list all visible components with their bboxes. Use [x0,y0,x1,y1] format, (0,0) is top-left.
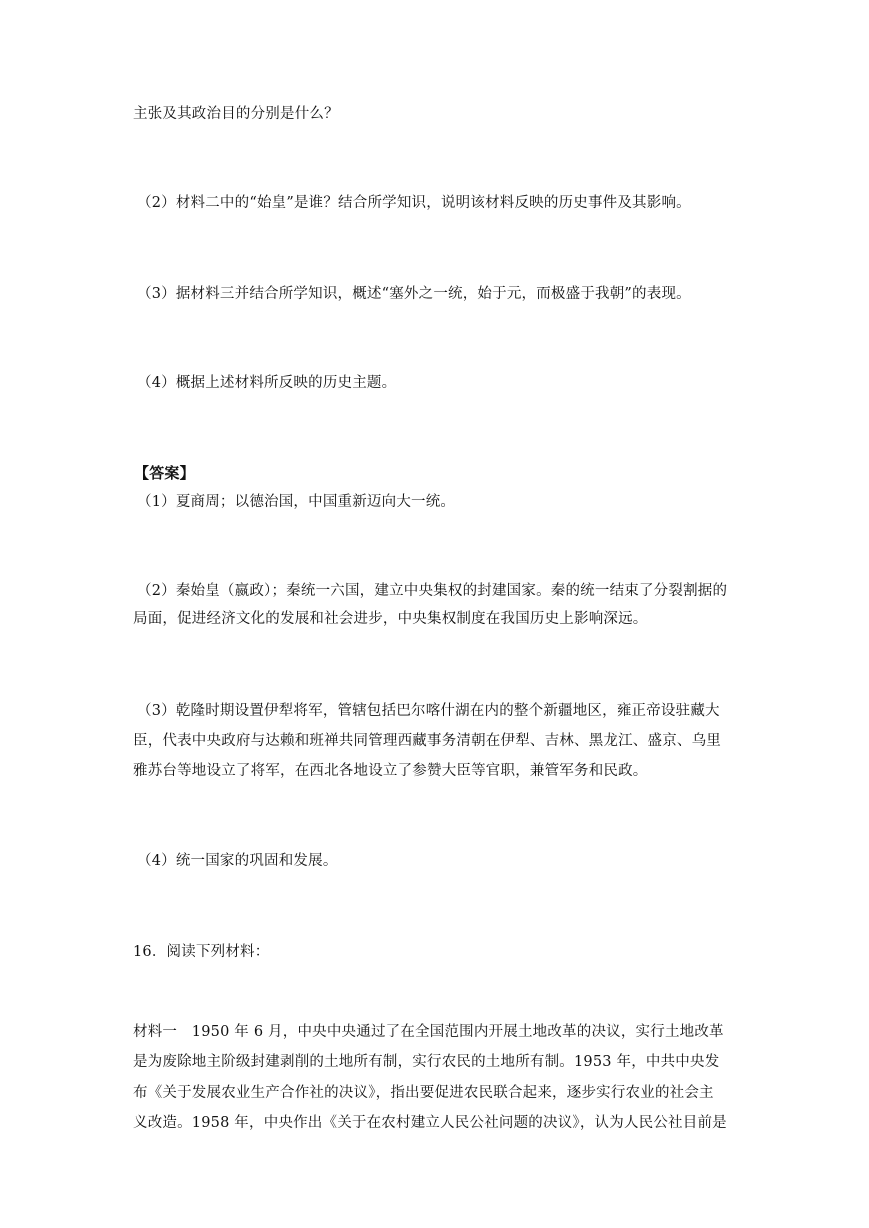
question-4: （4）概据上述材料所反映的历史主题。 [137,375,397,391]
material-1-line-4: 义改造。1958 年，中央作出《关于在农村建立人民公社问题的决议》，认为人民公社目前是 [133,1115,727,1131]
material-1-line-1: 材料一 1950 年 6 月，中央中央通过了在全国范围内开展土地改革的决议，实行土地改革 [133,1024,724,1040]
answer-3-line-3: 雅苏台等地设立了将军，在西北各地设立了参赞大臣等官职，兼管军务和民政。 [133,763,648,779]
question-16-title: 16．阅读下列材料： [133,944,270,960]
question-1-tail: 主张及其政治目的分别是什么？ [133,106,339,122]
answer-2-line-2: 局面，促进经济文化的发展和社会进步，中央集权制度在我国历史上影响深远。 [133,611,648,627]
answer-heading: 【答案】 [134,464,195,482]
material-1-line-3: 布《关于发展农业生产合作社的决议》，指出要促进农民联合起来，逐步实行农业的社会主 [133,1085,714,1101]
answer-3-line-1: （3）乾隆时期设置伊犁将军，管辖包括巴尔喀什湖在内的整个新疆地区，雍正帝设驻藏大 [137,703,720,719]
question-3: （3）据材料三并结合所学知识，概述“塞外之一统，始于元，而极盛于我朝”的表现。 [137,286,691,302]
material-1-line-2: 是为废除地主阶级封建剥削的土地所有制，实行农民的土地所有制。1953 年，中共中央发 [133,1054,720,1070]
answer-3-line-2: 臣，代表中央政府与达赖和班禅共同管理西藏事务清朝在伊犁、吉林、黑龙江、盛京、乌里 [133,733,721,749]
answer-1: （1）夏商周；以德治国，中国重新迈向大一统。 [137,494,456,510]
answer-2-line-1: （2）秦始皇（嬴政）；秦统一六国，建立中央集权的封建国家。秦的统一结束了分裂割据的 [137,583,728,599]
answer-4: （4）统一国家的巩固和发展。 [137,853,338,869]
question-2: （2）材料二中的“始皇”是谁？结合所学知识，说明该材料反映的历史事件及其影响。 [137,195,691,211]
